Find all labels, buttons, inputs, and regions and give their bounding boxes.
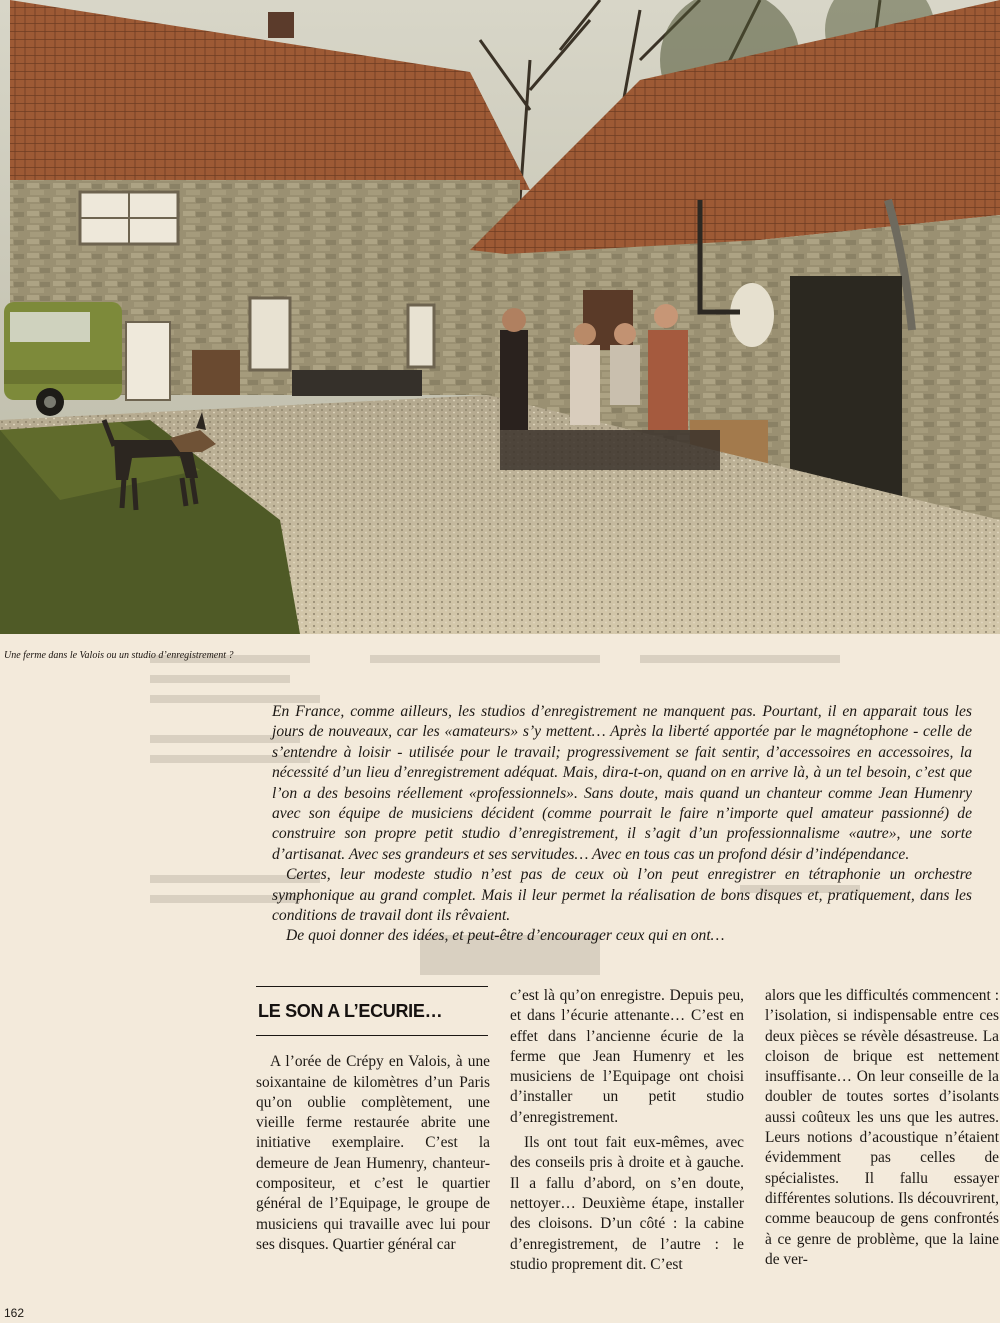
photo-caption: Une ferme dans le Valois ou un studio d’enregistrement ? (4, 650, 234, 661)
article-heading: LE SON A L’ECURIE… (258, 1001, 443, 1021)
page-number: 162 (4, 1306, 25, 1320)
article-column-3 (765, 986, 999, 1275)
article-column-1 (256, 986, 490, 1260)
heading-rule-bottom (256, 1035, 488, 1036)
window-lower (250, 298, 290, 370)
column-1-paragraph: A l’orée de Crépy en Valois, à une soixantaine de kilomètres d’un Paris qu’on oublie complètement, une vieille ferme restaurée abrite une initiative exemplaire. C’est la demeure de Jean Humenry, chanteur-compositeur, et c’est le quartier général de l’Equipage, le groupe de musiciens qui travaille avec lui pour ses disques. Quartier général car (256, 1053, 490, 1253)
intro-paragraph-1: En France, comme ailleurs, les studios d’enregistrement ne manquent pas. Pourtant, il en apparait tous les jours de nouveaux, car les «amateurs» s’y mettent… Après la liberté apportée par le magnétophone - celle de s’entendre à loisir - utilisée pour le travail; progressivement se fait sentir, d’accessoires en accessoires, la nécessité d’un lieu d’enregistrement adéquat. Mais, dira-t-on, quand on en arrive là, à un tel besoin, c’est que l’on a des besoins réellement «professionnels». Sans doute, mais quand un chanteur comme Jean Humenry avec son équipe de musiciens décident (comme pourrait le faire n’importe quel amateur passionné) de construire son propre petit studio d’enregistrement, il s’agit d’un professionnalisme «autre», une sorte d’artisanat. Avec ses grandeurs et ses servitudes… Avec en tous cas un profond désir d’indépendance. (272, 703, 972, 863)
heading-rule-top (256, 986, 488, 987)
column-2-paragraph-1: c’est là qu’on enregistre. Depuis peu, et dans l’écurie attenante… C’est en effet dans l’ancienne écurie de la ferme que Jean Humenry et les musiciens de l’Equipage ont choisi d’installer un petit studio d’enregistrement. (510, 987, 744, 1126)
van (4, 302, 122, 416)
column-3-paragraph: alors que les difficultés commencent : l’isolation, si indispensable entre ces deux pièces se révèle désastreuse. La cloison de brique est nettement insuffisante… On leur conseille de la doubler de toutes sortes d’isolants aussi coûteux les uns que les autres. Leurs notions d’acoustique n’étaient évidemment pas celles de spécialistes. Il fallu essayer différentes solutions. Ils découvrirent, comme beaucoup de gens confrontés à ce genre de problème, que la laine de ver- (765, 987, 999, 1268)
intro-paragraph-2: Certes, leur modeste studio n’est pas de ceux où l’on peut enregistrer en tétraphonie un orchestre symphonique au grand complet. Mais il leur permet la réalisation de bons disques et, pratiquement, dans les conditions de travail dont ils rêvaient. (272, 866, 972, 925)
intro-lead (272, 702, 972, 947)
chimney (268, 12, 294, 38)
farm-photo-illustration (0, 0, 1000, 634)
intro-paragraph-3: De quoi donner des idées, et peut-être d’encourager ceux qui en ont… (286, 927, 725, 945)
farm-photo (0, 0, 1000, 634)
round-vent (730, 283, 774, 347)
article-column-2 (510, 986, 744, 1280)
woodpile (192, 350, 240, 395)
door (126, 322, 170, 400)
column-2-paragraph-2: Ils ont tout fait eux-mêmes, avec des conseils pris à droite et à gauche. Il a fallu d’abord, on s’en doute, nettoyer… Deuxième étape, installer des cloisons. D’un côté : la cabine d’enregistrement, de l’autre : le studio proprement dit. C’est (510, 1134, 744, 1273)
